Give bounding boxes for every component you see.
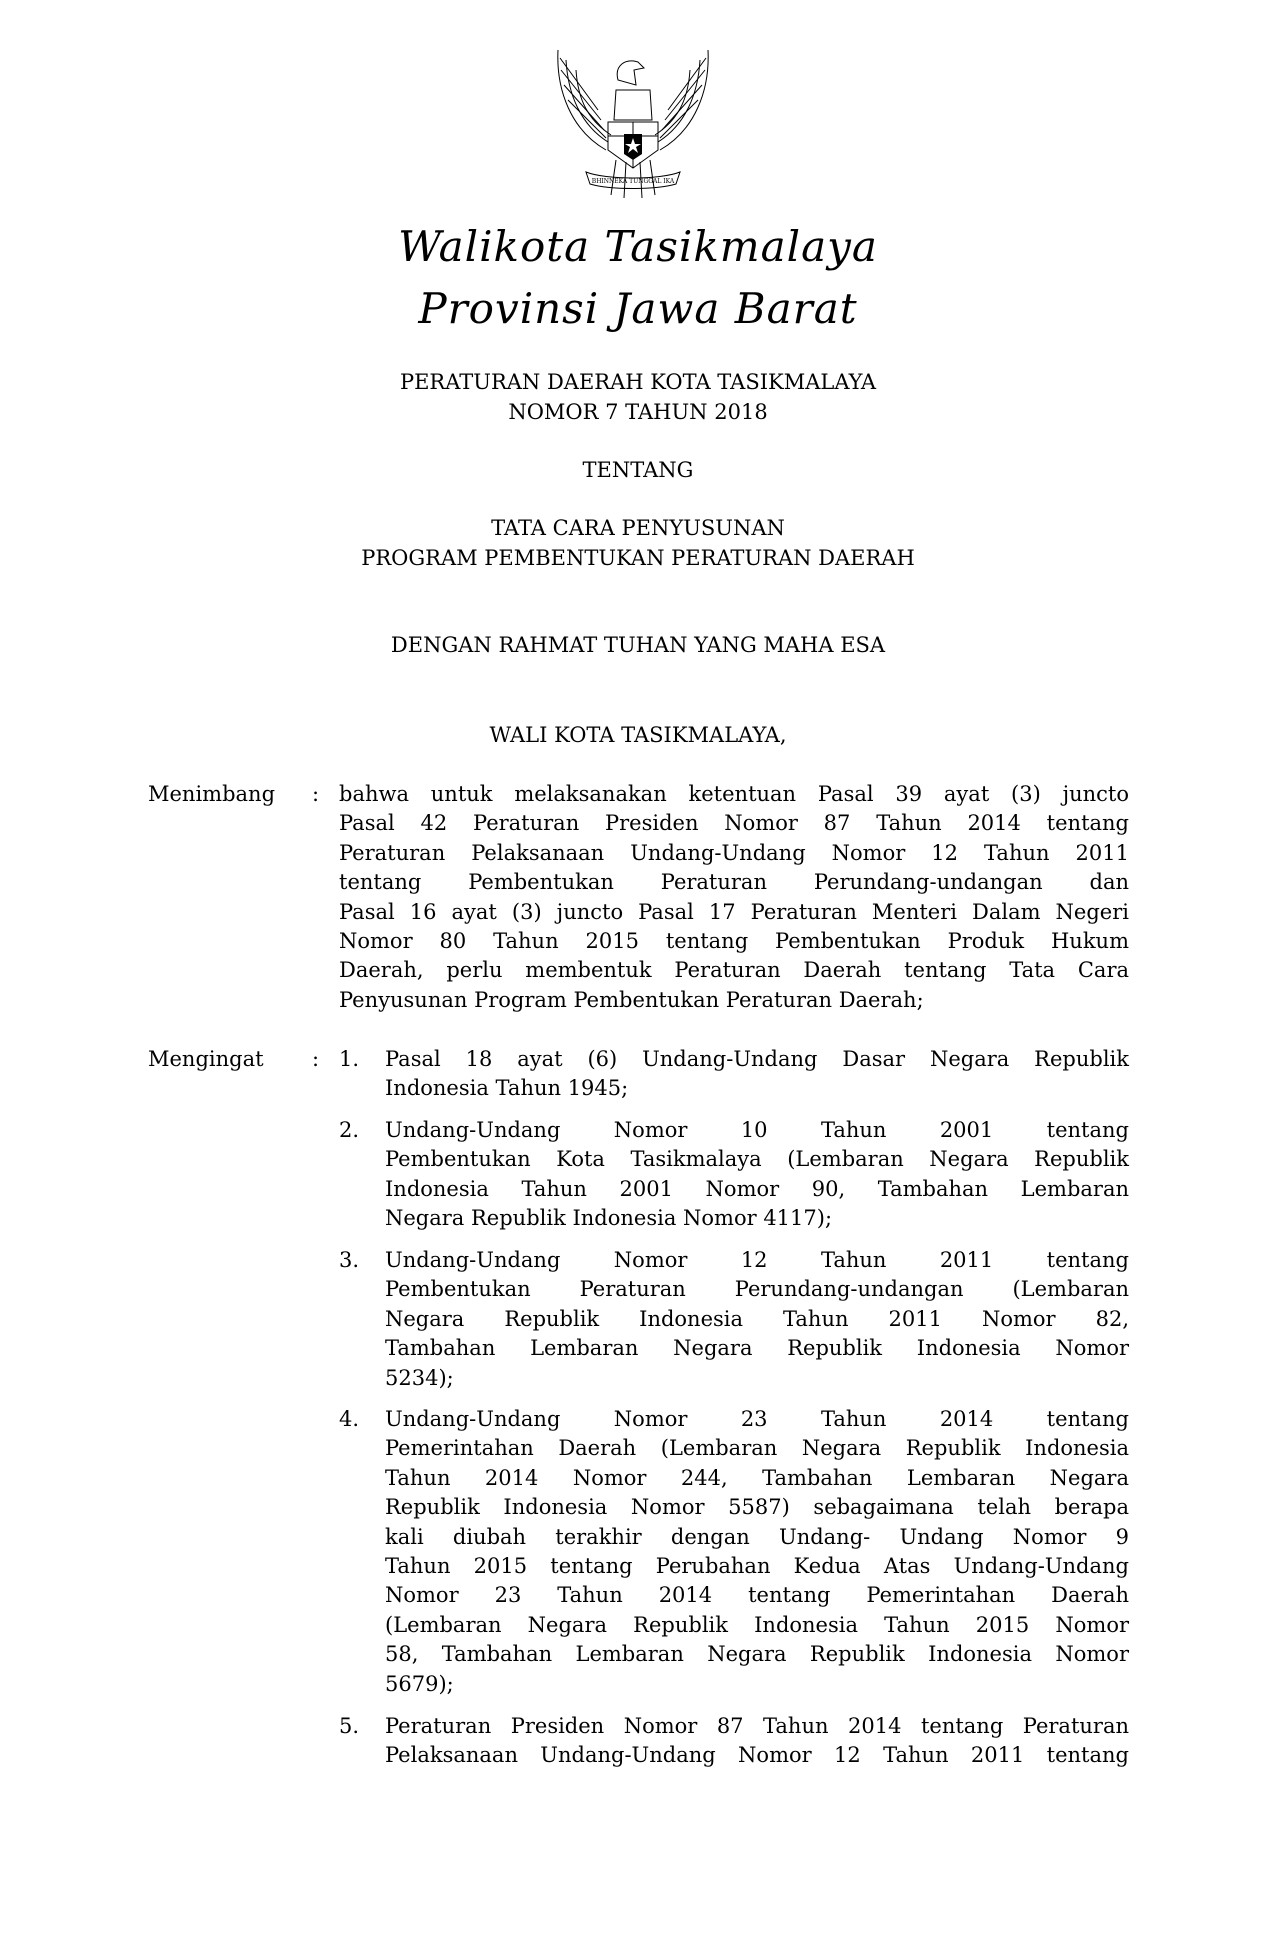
text-line: 58, Tambahan Lembaran Negara Republik Indonesia Nomor: [385, 1642, 1129, 1667]
mengingat-item: [385, 1246, 1129, 1393]
text-line: Pembentukan Peraturan Perundang-undangan (Lembaran: [385, 1277, 1129, 1302]
mengingat-item: [385, 1712, 1129, 1771]
letterhead-line2: Provinsi Jawa Barat: [418, 284, 858, 333]
text-line: Nomor 80 Tahun 2015 tentang Pembentukan Produk Hukum: [339, 928, 1129, 953]
emblem-motto: BHINNEKA TUNGGAL IKA: [591, 178, 675, 185]
subject-line1: TATA CARA PENYUSUNAN: [491, 516, 785, 540]
text-line: Nomor 23 Tahun 2014 tentang Pemerintahan Daerah: [385, 1583, 1129, 1608]
menimbang-colon: :: [312, 782, 320, 806]
text-line: Pelaksanaan Undang-Undang Nomor 12 Tahun 2011 tentang: [385, 1743, 1129, 1768]
mengingat-item: [385, 1116, 1129, 1234]
text-line: tentang Pembentukan Peraturan Perundang-undangan dan: [339, 870, 1129, 895]
mengingat-item: [385, 1045, 1129, 1104]
text-line: Tambahan Lembaran Negara Republik Indonesia Nomor: [385, 1336, 1129, 1361]
text-line: Undang-Undang Nomor 12 Tahun 2011 tentang: [385, 1248, 1129, 1272]
text-line: Undang-Undang Nomor 23 Tahun 2014 tentang: [385, 1407, 1129, 1431]
menimbang-text: [339, 780, 1129, 1015]
text-line: Undang-Undang Nomor 10 Tahun 2001 tentang: [385, 1118, 1129, 1142]
regulation-title: PERATURAN DAERAH KOTA TASIKMALAYA: [399, 370, 877, 394]
text-line: bahwa untuk melaksanakan ketentuan Pasal 39 ayat (3) juncto: [339, 782, 1129, 806]
letterhead-line1: Walikota Tasikmalaya: [398, 222, 878, 271]
text-line: Negara Republik Indonesia Nomor 4117);: [385, 1206, 833, 1231]
text-line: Pembentukan Kota Tasikmalaya (Lembaran Negara Republik: [385, 1147, 1129, 1172]
text-line: 5679);: [385, 1671, 454, 1696]
menimbang-label: Menimbang: [148, 782, 276, 806]
text-line: Peraturan Presiden Nomor 87 Tahun 2014 tentang Peraturan: [385, 1714, 1129, 1738]
text-line: kali diubah terakhir dengan Undang- Undang Nomor 9: [385, 1524, 1129, 1549]
text-line: 5234);: [385, 1365, 454, 1390]
text-line: Daerah, perlu membentuk Peraturan Daerah tentang Tata Cara: [339, 958, 1129, 983]
text-line: Pasal 16 ayat (3) juncto Pasal 17 Peraturan Menteri Dalam Negeri: [339, 899, 1129, 924]
text-line: Penyusunan Program Pembentukan Peraturan Daerah;: [339, 987, 924, 1012]
text-line: Negara Republik Indonesia Tahun 2011 Nomor 82,: [385, 1306, 1129, 1331]
text-line: Indonesia Tahun 2001 Nomor 90, Tambahan Lembaran: [385, 1176, 1129, 1201]
regulation-number: NOMOR 7 TAHUN 2018: [508, 400, 768, 424]
rahmat-heading: DENGAN RAHMAT TUHAN YANG MAHA ESA: [390, 633, 886, 657]
text-line: Tahun 2015 tentang Perubahan Kedua Atas Undang-Undang: [385, 1553, 1129, 1578]
tentang-heading: TENTANG: [582, 458, 694, 482]
wali-kota-heading: WALI KOTA TASIKMALAYA,: [489, 723, 787, 747]
text-line: Pasal 42 Peraturan Presiden Nomor 87 Tahun 2014 tentang: [339, 811, 1129, 836]
subject-line2: PROGRAM PEMBENTUKAN PERATURAN DAERAH: [361, 546, 915, 570]
text-line: Pasal 18 ayat (6) Undang-Undang Dasar Negara Republik: [385, 1047, 1129, 1071]
text-line: Pemerintahan Daerah (Lembaran Negara Republik Indonesia: [385, 1436, 1129, 1461]
mengingat-colon: :: [312, 1047, 320, 1071]
item-number: 1.: [339, 1047, 360, 1071]
text-line: Tahun 2014 Nomor 244, Tambahan Lembaran Negara: [385, 1465, 1129, 1490]
mengingat-label: Mengingat: [148, 1047, 264, 1071]
mengingat-item: [385, 1405, 1129, 1699]
item-number: 4.: [339, 1407, 360, 1431]
text-line: Peraturan Pelaksanaan Undang-Undang Nomor 12 Tahun 2011: [339, 840, 1129, 865]
text-line: Republik Indonesia Nomor 5587) sebagaimana telah berapa: [385, 1495, 1129, 1520]
item-number: 2.: [339, 1118, 360, 1142]
text-line: Indonesia Tahun 1945;: [385, 1076, 629, 1101]
item-number: 3.: [339, 1248, 360, 1272]
text-line: (Lembaran Negara Republik Indonesia Tahun 2015 Nomor: [385, 1612, 1129, 1637]
item-number: 5.: [339, 1714, 360, 1738]
garuda-emblem-icon: [556, 50, 710, 202]
